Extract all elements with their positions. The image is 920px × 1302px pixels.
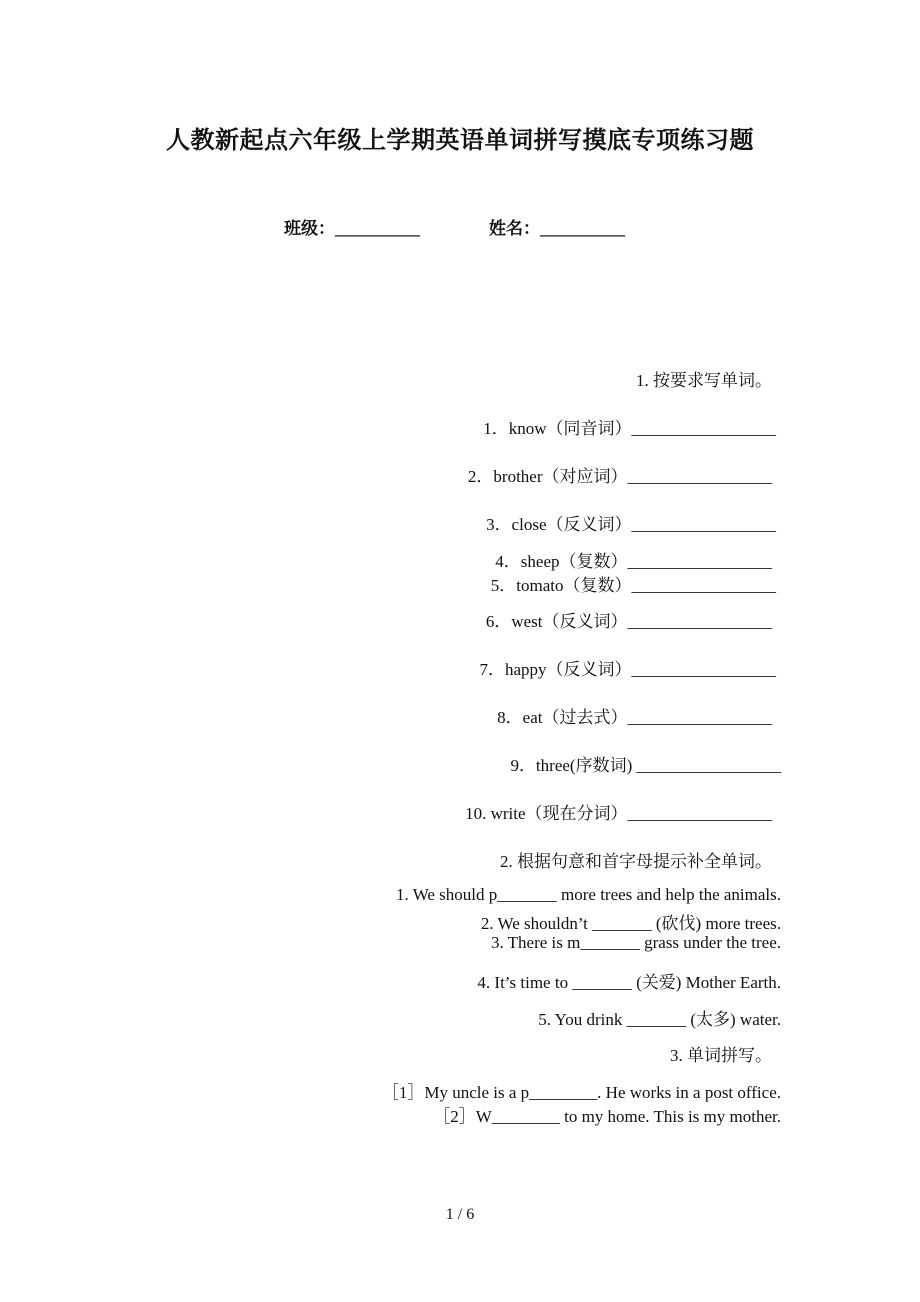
class-blank: __________: [335, 219, 420, 238]
section1-item: 10. write（现在分词）_________________: [465, 804, 772, 823]
class-field: [284, 214, 420, 239]
section2-item: 3. There is m_______ grass under the tree.: [490, 933, 781, 952]
section1-item: 6．west（反义词）_________________: [485, 612, 772, 631]
class-label: 班级：: [284, 219, 335, 238]
name-label: 姓名：: [489, 219, 540, 238]
section1-item: 2．brother（对应词）_________________: [467, 467, 772, 486]
page-number: 1 / 6: [445, 1206, 475, 1223]
section2-item: 2. We shouldn’t _______ (砍伐) more trees.: [480, 914, 781, 933]
section3-item: ［1］My uncle is a p________. He works in a post office.: [381, 1083, 781, 1102]
section1-item: 4．sheep（复数）_________________: [495, 552, 772, 571]
section1-heading: 1. 按要求写单词。: [636, 371, 772, 390]
section3-heading: 3. 单词拼写。: [670, 1046, 772, 1065]
page-title: 人教新起点六年级上学期英语单词拼写摸底专项练习题: [166, 128, 754, 154]
section1-item: 8．eat（过去式）_________________: [497, 708, 772, 727]
section1-item: 3．close（反义词）_________________: [486, 515, 776, 534]
section2-item: 4. It’s time to _______ (关爱) Mother Earth.: [477, 973, 781, 992]
section1-item: 9．three(序数词) _________________: [510, 756, 781, 775]
name-field: [489, 214, 625, 239]
section1-item: 5．tomato（复数）_________________: [490, 576, 776, 595]
section1-item: 1．know（同音词）_________________: [483, 419, 776, 438]
section2-item: 1. We should p_______ more trees and help the animals.: [396, 885, 781, 904]
name-blank: __________: [540, 219, 625, 238]
section3-item: ［2］W________ to my home. This is my mother.: [433, 1107, 781, 1126]
section1-item: 7．happy（反义词）_________________: [479, 660, 776, 679]
section2-heading: 2. 根据句意和首字母提示补全单词。: [500, 852, 772, 871]
section2-item: 5. You drink _______ (太多) water.: [538, 1010, 781, 1029]
